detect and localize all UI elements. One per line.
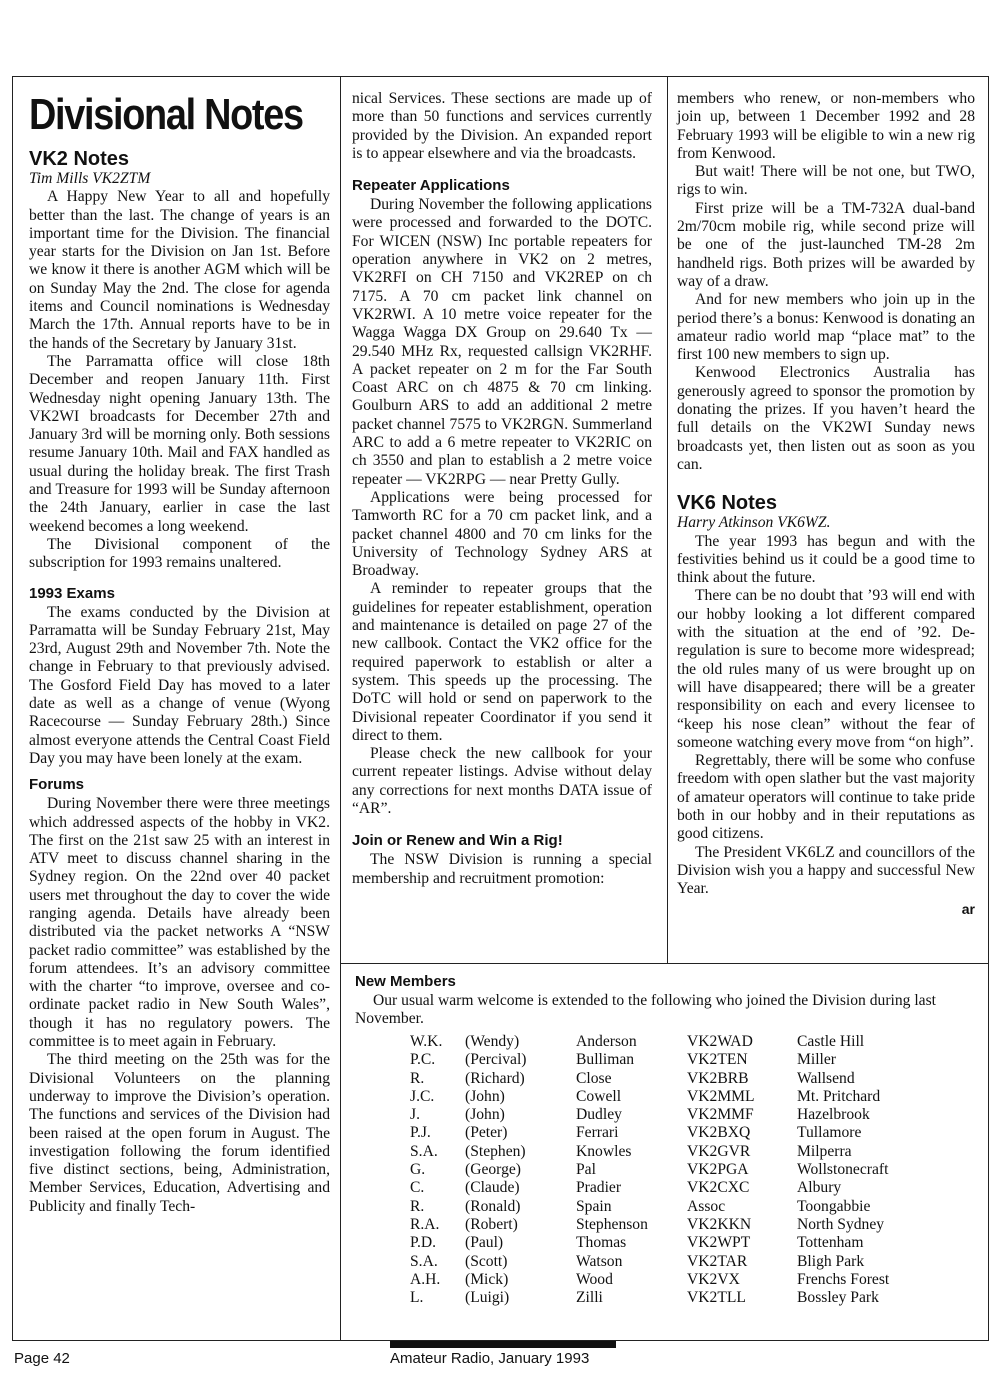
member-first-name: (Scott) bbox=[465, 1252, 508, 1270]
member-first-name: (Stephen) bbox=[465, 1142, 526, 1160]
member-suburb: Bligh Park bbox=[797, 1252, 865, 1270]
member-row bbox=[410, 1051, 937, 1069]
member-suburb: Milperra bbox=[797, 1142, 852, 1160]
member-callsign: VK2MMF bbox=[687, 1106, 754, 1124]
member-first-name: (Claude) bbox=[465, 1179, 520, 1197]
member-initials: G. bbox=[410, 1161, 426, 1179]
member-first-name: (Luigi) bbox=[465, 1289, 510, 1307]
member-suburb: Toongabbie bbox=[797, 1197, 871, 1215]
repeater-heading: Repeater Applications bbox=[352, 177, 510, 195]
member-first-name: (John) bbox=[465, 1087, 505, 1105]
member-suburb: Tullamore bbox=[797, 1124, 862, 1142]
member-surname: Knowles bbox=[576, 1142, 632, 1160]
page-title: Divisional Notes bbox=[29, 90, 303, 139]
member-callsign: VK2TLL bbox=[687, 1289, 746, 1307]
member-row bbox=[410, 1234, 937, 1252]
column-divider-2 bbox=[667, 76, 668, 964]
member-callsign: VK2KKN bbox=[687, 1215, 752, 1233]
member-surname: Stephenson bbox=[576, 1215, 648, 1233]
member-initials: R. bbox=[410, 1069, 425, 1087]
member-surname: Wood bbox=[576, 1270, 613, 1288]
member-row bbox=[410, 1179, 937, 1197]
repeater-paragraph: Applications were being processed for Tamworth RC for a 70 cm packet link, and a packet channel 4800 and 70 cm links for the University of Technology Sydney ARS at Broadway. bbox=[352, 488, 652, 580]
new-members-divider bbox=[340, 963, 988, 964]
vk6-paragraph: The President VK6LZ and councillors of the Division wish you a happy and successful New Year. bbox=[677, 843, 975, 898]
vk2-paragraph: A Happy New Year to all and hopefully better than the last. The change of years is an important time for the Division. The financial year starts for the Division on Jan 1st. Before we know it there is another AGM which will be on Sunday May the 2nd. The close for agenda items and Council nominations is Wednesday March the 17th. Annual reports have to be in the hands of the Secretary by January 31st. bbox=[29, 188, 330, 352]
column-2 bbox=[352, 90, 652, 888]
member-suburb: Wollstonecraft bbox=[797, 1161, 889, 1179]
member-callsign: Assoc bbox=[687, 1197, 726, 1215]
member-callsign: VK2WAD bbox=[687, 1033, 753, 1050]
member-callsign: VK2VX bbox=[687, 1270, 740, 1288]
member-surname: Bulliman bbox=[576, 1051, 635, 1069]
member-first-name: (Richard) bbox=[465, 1069, 525, 1087]
vk6-paragraph: Regrettably, there will be some who confuse freedom with open slather but the vast majority of amateur operators will continue to take pride both in our hobby and in their reputations as good citizens. bbox=[677, 752, 975, 843]
exams-paragraph: The exams conducted by the Division at Parramatta will be Sunday February 21st, May 23rd, August 29th and November 7th. Note the change in February to that previously advised. The Gosford Field Day has moved to a later date as well as a change of venue (Wyong Racecourse — Sunday February 28th.) Since almost everyone attends the Central Coast Field Day you may have been lonely at the exam. bbox=[29, 603, 330, 767]
vk2-heading: VK2 Notes bbox=[29, 148, 130, 170]
column-divider-1 bbox=[340, 76, 341, 1341]
vk2-paragraph: The Parramatta office will close 18th December and reopen January 11th. First Wednesday night opening January 13th. The VK2WI broadcasts for December 27th and January 3rd will be morning only. Both sessions resume January 10th. Mail and FAX handled as usual during the holiday break. The first Trash and Treasure for 1993 will be Sunday afternoon the 24th January, earlier in case the last weekend becomes a long weekend. bbox=[29, 352, 330, 535]
member-row bbox=[410, 1253, 937, 1271]
member-initials: P.D. bbox=[410, 1234, 437, 1252]
vk6-paragraph: There can be no doubt that ’93 will end with our hobby looking a lot different compared with the situation at the end of ’92. De-regulation is sure to become more widespread; the old rules many of us were brought up on will have disappeared; there will be a greater responsibility on each and every licensee to “keep his nose clean” without the fear of someone watching every move from “on high”. bbox=[677, 587, 975, 751]
member-initials: P.J. bbox=[410, 1124, 431, 1142]
member-initials: P.C. bbox=[410, 1051, 436, 1069]
member-initials: C. bbox=[410, 1179, 425, 1197]
member-row bbox=[410, 1198, 937, 1216]
vk6-paragraph: The year 1993 has begun and with the festivities behind us it could be a good time to think about the future. bbox=[677, 532, 975, 587]
member-suburb: Bossley Park bbox=[797, 1289, 879, 1307]
member-surname: Zilli bbox=[576, 1289, 603, 1307]
member-first-name: (George) bbox=[465, 1161, 521, 1179]
member-initials: R.A. bbox=[410, 1215, 440, 1233]
member-initials: J. bbox=[410, 1106, 420, 1124]
repeater-paragraph: Please check the new callbook for your current repeater listings. Advise without delay any corrections for next months DATA issue of “AR”. bbox=[352, 745, 652, 817]
member-suburb: Tottenham bbox=[797, 1234, 864, 1252]
member-suburb: North Sydney bbox=[797, 1215, 885, 1233]
member-surname: Ferrari bbox=[576, 1124, 619, 1142]
join-paragraph: And for new members who join up in the period there’s a bonus: Kenwood is donating an amateur radio world map “place mat” to the first 100 new members to sign up. bbox=[677, 291, 975, 364]
member-suburb: Wallsend bbox=[797, 1069, 855, 1087]
join-paragraph: But wait! There will be not one, but TWO, rigs to win. bbox=[677, 163, 975, 199]
member-suburb: Hazelbrook bbox=[797, 1106, 870, 1124]
member-first-name: (Mick) bbox=[465, 1270, 509, 1288]
member-row bbox=[410, 1161, 937, 1179]
new-members-heading: New Members bbox=[355, 973, 456, 990]
member-initials: L. bbox=[410, 1289, 424, 1307]
forums-paragraph: During November there were three meetings which addressed aspects of the hobby in VK2. The first on the 21st saw 25 with an interest in ATV meet to discuss channel sharing in the Sydney region. On the 22nd over 40 packet users met throughout the day to cover the wide ranging agenda. Details have already been distributed via the packet networks A “NSW packet radio committee” was established by the forum attendees. It’s an advisory committee with the charter “to improve, oversee and co-ordinate packet radio in New South Wales”, though it has no regulatory powers. The committee is to meet again in February. bbox=[29, 795, 330, 1051]
member-callsign: VK2MML bbox=[687, 1087, 755, 1105]
member-surname: Cowell bbox=[576, 1087, 622, 1105]
column-1 bbox=[29, 92, 330, 1216]
member-surname: Dudley bbox=[576, 1106, 622, 1124]
member-row bbox=[410, 1271, 937, 1289]
member-callsign: VK2BXQ bbox=[687, 1124, 751, 1142]
member-row bbox=[410, 1124, 937, 1142]
member-surname: Pal bbox=[576, 1161, 596, 1179]
member-row bbox=[410, 1088, 937, 1106]
member-first-name: (Paul) bbox=[465, 1234, 504, 1252]
member-suburb: Mt. Pritchard bbox=[797, 1087, 881, 1105]
publication-line: Amateur Radio, January 1993 bbox=[390, 1350, 590, 1367]
member-initials: R. bbox=[410, 1197, 425, 1215]
member-callsign: VK2PGA bbox=[687, 1161, 749, 1179]
new-members-intro: Our usual warm welcome is extended to the following who joined the Division during last November. bbox=[355, 992, 937, 1028]
member-suburb: Frenchs Forest bbox=[797, 1270, 890, 1288]
forums-continuation: nical Services. These sections are made up of more than 50 functions and services currently provided by the Division. An expanded report is to appear elsewhere and via the broadcasts. bbox=[352, 90, 652, 162]
member-callsign: VK2GVR bbox=[687, 1142, 751, 1160]
new-members-table bbox=[410, 1033, 937, 1307]
member-callsign: VK2WPT bbox=[687, 1234, 751, 1252]
join-paragraph: Kenwood Electronics Australia has generously agreed to sponsor the promotion by donating the prizes. If you haven’t heard the full details on the VK2WI Sunday news broadcasts yet, then listen out as soon as you can. bbox=[677, 364, 975, 473]
repeater-paragraph: A reminder to repeater groups that the guidelines for repeater establishment, operation and maintenance is detailed on page 27 of the new callbook. Contact the VK2 office for the required paperwork to establish or alter a system. This speeds up the processing. The DoTC will hold or send on paperwork to the Divisional repeater Coordinator if you send it direct to them. bbox=[352, 580, 652, 744]
join-continuation: members who renew, or non-members who join up, between 1 December 1992 and 28 February 1993 will be eligible to win a new rig from Kenwood. bbox=[677, 90, 975, 162]
vk6-heading: VK6 Notes bbox=[677, 492, 778, 515]
forums-heading: Forums bbox=[29, 776, 85, 794]
page-number: Page 42 bbox=[14, 1350, 70, 1367]
footer-bar bbox=[390, 1341, 616, 1348]
member-initials: W.K. bbox=[410, 1033, 443, 1050]
member-row bbox=[410, 1106, 937, 1124]
member-row bbox=[410, 1216, 937, 1234]
vk2-paragraph: The Divisional component of the subscription for 1993 remains unaltered. bbox=[29, 535, 330, 572]
member-row bbox=[410, 1289, 937, 1307]
signoff-mark: ar bbox=[961, 901, 975, 918]
member-first-name: (John) bbox=[465, 1106, 505, 1124]
member-first-name: (Robert) bbox=[465, 1215, 518, 1233]
exams-heading: 1993 Exams bbox=[29, 584, 115, 602]
member-surname: Pradier bbox=[576, 1179, 622, 1197]
vk6-author: Harry Atkinson VK6WZ. bbox=[677, 514, 831, 532]
repeater-paragraph: During November the following applications were processed and forwarded to the DOTC. For WICEN (NSW) Inc portable repeaters for operation anywhere in VK2 on 2 metres, VK2RFI on CH 7150 and VK2REP on ch 7175. A 70 cm packet link channel on VK2RWI. A 10 metre voice repeater for the Wagga Wagga DX Group on 29.640 Tx — 29.540 MHz Rx, requested callsign VK2RHF. A packet repeater on 2 m for the Far South Coast ARC on ch 4875 & 70 cm linking. Goulburn ARS to add an additional 2 metre packet channel 7575 to VK2RGN. Summerland ARC to add a 6 metre repeater to VK2RIC on ch 3550 and plan to establish a 2 metre voice repeater — VK2RPG — near Pretty Gully. bbox=[352, 196, 652, 488]
join-paragraph: First prize will be a TM-732A dual-band 2m/70cm mobile rig, while second prize will be one of the just-launched TM-28 2m handheld rigs. Both prizes will be awarded by way of a draw. bbox=[677, 199, 975, 290]
member-suburb: Castle Hill bbox=[797, 1033, 865, 1050]
member-initials: A.H. bbox=[410, 1270, 441, 1288]
member-callsign: VK2BRB bbox=[687, 1069, 749, 1087]
forums-paragraph-2: The third meeting on the 25th was for the Divisional Volunteers on the planning underway to improve the Division’s operation. The functions and services of the Division had been raised at the open forum in August. The investigation following the forum identified five distinct sections, being, Administration, Member Services, Education, Advertising and Publicity and finally Tech- bbox=[29, 1051, 330, 1215]
column-3 bbox=[677, 90, 975, 919]
member-callsign: VK2TEN bbox=[687, 1051, 748, 1069]
member-callsign: VK2TAR bbox=[687, 1252, 748, 1270]
member-row bbox=[410, 1070, 937, 1088]
forums-continued-text: Advertising and Publicity and finally Tech- bbox=[29, 1179, 330, 1215]
member-callsign: VK2CXC bbox=[687, 1179, 750, 1197]
member-surname: Watson bbox=[576, 1252, 623, 1270]
member-initials: S.A. bbox=[410, 1252, 438, 1270]
new-members-section bbox=[355, 973, 973, 1029]
member-surname: Thomas bbox=[576, 1234, 627, 1252]
member-surname: Spain bbox=[576, 1197, 612, 1215]
member-surname: Close bbox=[576, 1069, 612, 1087]
join-heading: Join or Renew and Win a Rig! bbox=[352, 832, 563, 850]
member-suburb: Miller bbox=[797, 1051, 836, 1069]
member-first-name: (Ronald) bbox=[465, 1197, 521, 1215]
member-first-name: (Wendy) bbox=[465, 1033, 520, 1050]
member-suburb: Albury bbox=[797, 1179, 842, 1197]
member-row bbox=[410, 1143, 937, 1161]
member-row bbox=[410, 1033, 937, 1051]
member-first-name: (Peter) bbox=[465, 1124, 508, 1142]
member-initials: S.A. bbox=[410, 1142, 438, 1160]
member-first-name: (Percival) bbox=[465, 1051, 527, 1069]
vk2-author: Tim Mills VK2ZTM bbox=[29, 170, 151, 187]
join-paragraph: The NSW Division is running a special membership and recruitment promotion: bbox=[352, 851, 652, 887]
member-surname: Anderson bbox=[576, 1033, 637, 1050]
member-initials: J.C. bbox=[410, 1087, 435, 1105]
